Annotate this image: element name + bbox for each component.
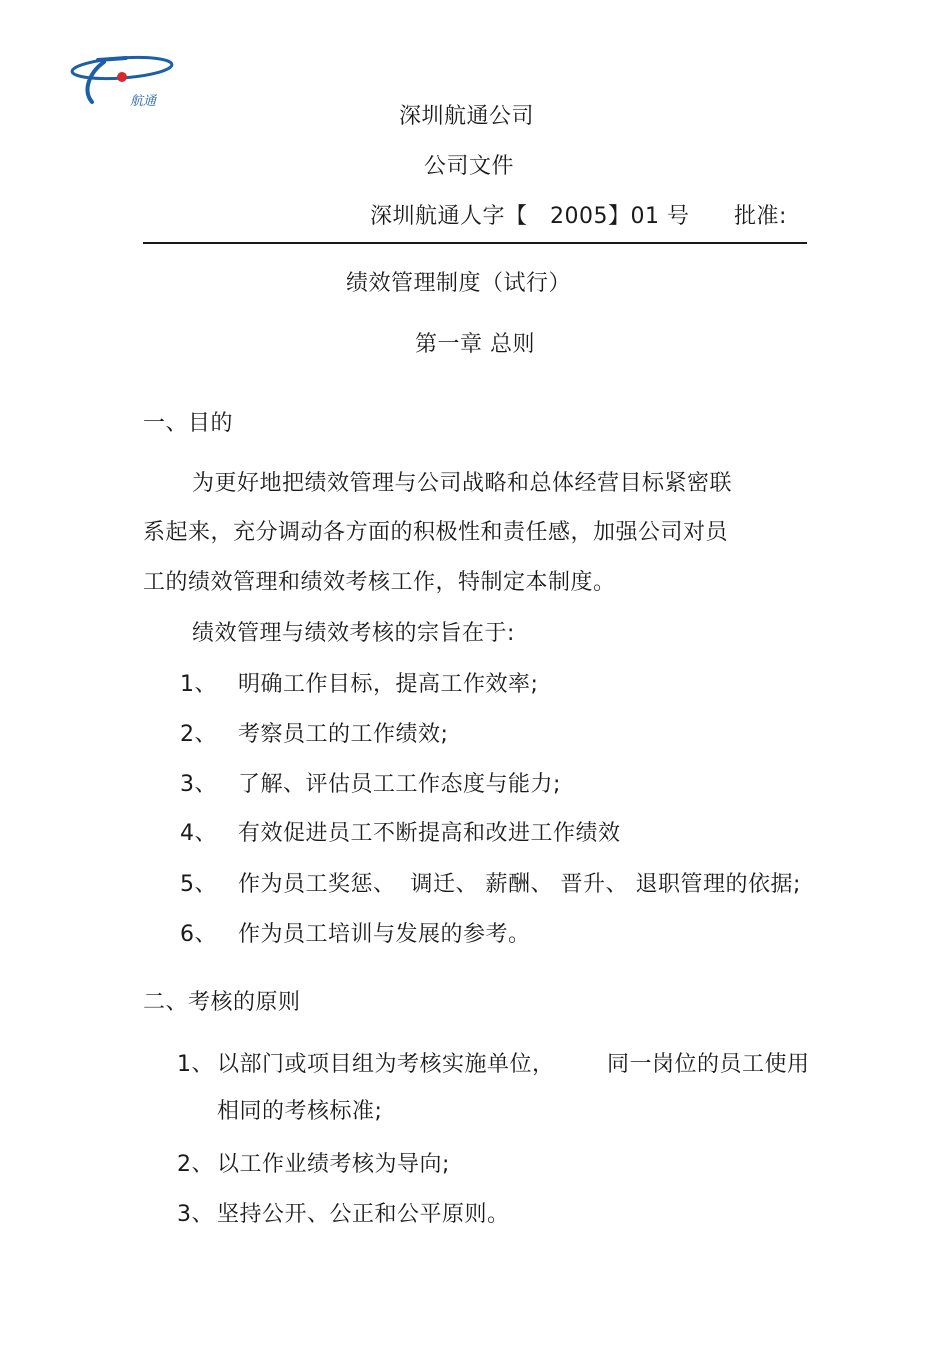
list-item-number: 1、 <box>177 1052 214 1077</box>
list-item-number: 5、 <box>180 872 217 897</box>
document-type: 公司文件 <box>424 154 515 179</box>
document-number: 深圳航通人字【 2005】01 号 <box>370 204 690 229</box>
paragraph-line: 为更好地把绩效管理与公司战略和总体经营目标紧密联 <box>192 471 733 496</box>
list-item-text: 作为员工培训与发展的参考。 <box>238 922 531 947</box>
list-item-number: 2、 <box>177 1152 214 1177</box>
list-item-number: 1、 <box>180 672 217 697</box>
document-title: 绩效管理制度（试行） <box>346 271 572 296</box>
approval-label: 批准: <box>734 204 787 229</box>
list-item-text: 了解、评估员工工作态度与能力; <box>238 772 561 797</box>
list-item-number: 4、 <box>180 821 217 846</box>
list-item-number: 3、 <box>177 1202 214 1227</box>
logo-text: 航通 <box>130 94 157 109</box>
list-item-text: 明确工作目标，提高工作效率; <box>238 672 539 697</box>
list-item-text: 考察员工的工作绩效; <box>238 722 449 747</box>
paragraph-line: 工的绩效管理和绩效考核工作，特制定本制度。 <box>143 570 616 595</box>
list-item-text: 作为员工奖惩、 调迁、 薪酬、 晋升、 退职管理的依据; <box>238 872 801 897</box>
section-heading: 二、考核的原则 <box>143 990 301 1015</box>
list-item-number: 2、 <box>180 722 217 747</box>
section-heading: 一、目的 <box>143 411 234 436</box>
list-item-text: 有效促进员工不断提高和改进工作绩效 <box>238 821 621 846</box>
list-item-text: 以工作业绩考核为导向; <box>217 1152 450 1177</box>
company-name: 深圳航通公司 <box>399 104 535 129</box>
company-logo <box>68 50 178 115</box>
list-item-text: 以部门或项目组为考核实施单位， 同一岗位的员工使用 <box>217 1052 810 1077</box>
list-item-text: 坚持公开、公正和公平原则。 <box>217 1202 510 1227</box>
list-item-continuation: 相同的考核标准; <box>217 1099 383 1124</box>
paragraph-line: 系起来，充分调动各方面的积极性和责任感，加强公司对员 <box>143 520 729 545</box>
list-item-number: 3、 <box>180 772 217 797</box>
list-item-number: 6、 <box>180 922 217 947</box>
header-divider <box>143 242 807 244</box>
logo-graphic <box>68 50 178 115</box>
purpose-intro: 绩效管理与绩效考核的宗旨在于: <box>192 621 515 646</box>
chapter-heading: 第一章 总则 <box>415 332 535 357</box>
